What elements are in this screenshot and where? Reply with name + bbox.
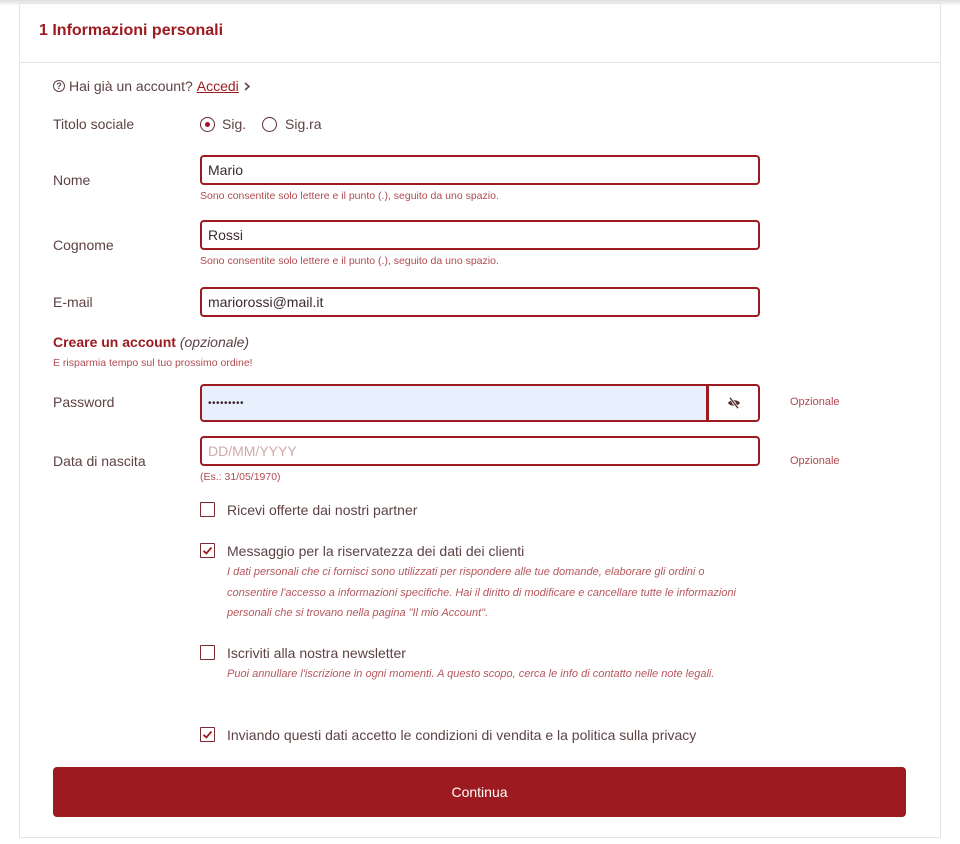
partner-offers-checkbox[interactable] bbox=[200, 502, 215, 517]
terms-checkbox[interactable] bbox=[200, 727, 215, 742]
step-title-text: Informazioni personali bbox=[52, 22, 224, 39]
password-optional: Opzionale bbox=[790, 396, 840, 408]
birthdate-input[interactable] bbox=[200, 436, 760, 466]
header-divider bbox=[19, 62, 941, 63]
password-masked-value: ••••••••• bbox=[208, 397, 245, 409]
login-question: Hai già un account? bbox=[69, 78, 193, 94]
create-account-title bbox=[53, 332, 249, 352]
last-name-label: Cognome bbox=[53, 237, 114, 253]
gender-label: Titolo sociale bbox=[53, 116, 135, 132]
radio-sig[interactable] bbox=[200, 117, 215, 132]
newsletter-note: Puoi annullare l'iscrizione in ogni momenti. A questo scopo, cerca le info di contatto nelle note legali. bbox=[227, 668, 715, 680]
create-account-heading: Creare un account bbox=[53, 334, 176, 350]
create-account-subtitle: E risparmia tempo sul tuo prossimo ordine! bbox=[53, 357, 253, 369]
email-label: E-mail bbox=[53, 294, 93, 310]
continue-button[interactable]: Continua bbox=[53, 767, 906, 817]
email-input[interactable] bbox=[200, 287, 760, 317]
newsletter-label[interactable]: Iscriviti alla nostra newsletter bbox=[227, 645, 406, 661]
eye-slash-icon bbox=[727, 397, 741, 409]
privacy-message-checkbox[interactable] bbox=[200, 543, 215, 558]
first-name-input[interactable] bbox=[200, 155, 760, 185]
login-prompt bbox=[53, 76, 250, 96]
birthdate-example: (Es.: 31/05/1970) bbox=[200, 471, 281, 483]
question-circle-icon: ? bbox=[53, 80, 65, 92]
login-link[interactable]: Accedi bbox=[196, 78, 239, 94]
create-account-optional: (opzionale) bbox=[179, 334, 250, 350]
toggle-password-button[interactable] bbox=[707, 384, 760, 422]
radio-sig-label[interactable]: Sig. bbox=[222, 116, 247, 132]
password-label: Password bbox=[53, 394, 115, 410]
radio-sigra-label[interactable]: Sig.ra bbox=[285, 116, 322, 132]
newsletter-checkbox[interactable] bbox=[200, 645, 215, 660]
first-name-help: Sono consentite solo lettere e il punto (.), seguito da uno spazio. bbox=[200, 190, 499, 202]
birthdate-label: Data di nascita bbox=[53, 453, 146, 469]
partner-offers-label[interactable]: Ricevi offerte dai nostri partner bbox=[227, 502, 418, 518]
radio-sigra[interactable] bbox=[262, 117, 277, 132]
birthdate-optional: Opzionale bbox=[790, 455, 840, 467]
chevron-right-icon[interactable] bbox=[244, 82, 250, 91]
privacy-message-label[interactable]: Messaggio per la riservatezza dei dati dei clienti bbox=[227, 543, 525, 559]
privacy-message-note: I dati personali che ci fornisci sono utilizzati per rispondere alle tue domande, elaborare gli ordini o consentire l'accesso a informazioni specifiche. Hai il diritto di modificare e cancellare tutte le informazioni personali che si trovano nella pagina "Il mio Account". bbox=[227, 566, 736, 619]
first-name-label: Nome bbox=[53, 172, 91, 188]
password-input[interactable] bbox=[200, 384, 708, 422]
terms-label[interactable]: Inviando questi dati accetto le condizioni di vendita e la politica sulla privacy bbox=[227, 727, 697, 743]
step-title bbox=[39, 21, 223, 41]
last-name-help: Sono consentite solo lettere e il punto (.), seguito da uno spazio. bbox=[200, 255, 499, 267]
step-number: 1 bbox=[39, 22, 48, 39]
last-name-input[interactable] bbox=[200, 220, 760, 250]
